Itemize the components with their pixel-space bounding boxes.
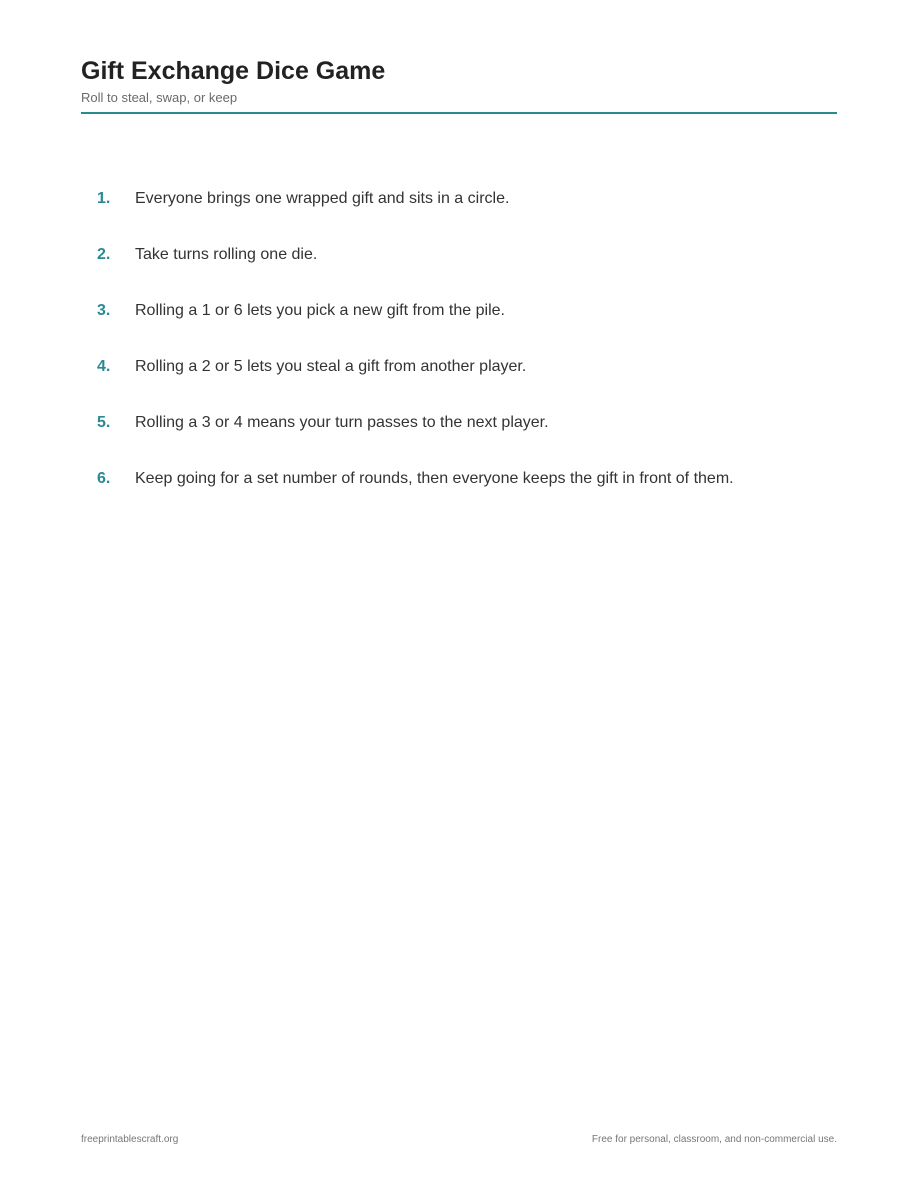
rule-item	[97, 187, 837, 243]
page-footer	[81, 1133, 837, 1147]
footer-site: freeprintablescraft.org	[81, 1134, 179, 1145]
footer-license: Free for personal, classroom, and non-commercial use.	[591, 1134, 837, 1145]
page-subtitle: Roll to steal, swap, or keep	[81, 90, 238, 105]
rules-list	[97, 187, 837, 523]
rule-item	[97, 467, 837, 523]
rule-item	[97, 355, 837, 411]
rule-number: 2.	[97, 246, 111, 263]
rule-number: 5.	[97, 414, 111, 431]
rule-item	[97, 243, 837, 299]
rule-text: Rolling a 1 or 6 lets you pick a new gift from the pile.	[135, 302, 505, 319]
rule-text: Rolling a 2 or 5 lets you steal a gift from another player.	[135, 358, 527, 375]
rule-text: Everyone brings one wrapped gift and sits in a circle.	[135, 190, 510, 207]
rule-number: 4.	[97, 358, 111, 375]
rule-text: Take turns rolling one die.	[135, 246, 318, 263]
rule-item	[97, 299, 837, 355]
rule-number: 6.	[97, 470, 111, 487]
rule-number: 1.	[97, 190, 111, 207]
rule-text: Rolling a 3 or 4 means your turn passes to the next player.	[135, 414, 549, 431]
rule-number: 3.	[97, 302, 111, 319]
page-header	[81, 56, 837, 114]
rule-item	[97, 411, 837, 467]
rule-text: Keep going for a set number of rounds, then everyone keeps the gift in front of them.	[135, 470, 734, 487]
page-title: Gift Exchange Dice Game	[81, 57, 386, 85]
